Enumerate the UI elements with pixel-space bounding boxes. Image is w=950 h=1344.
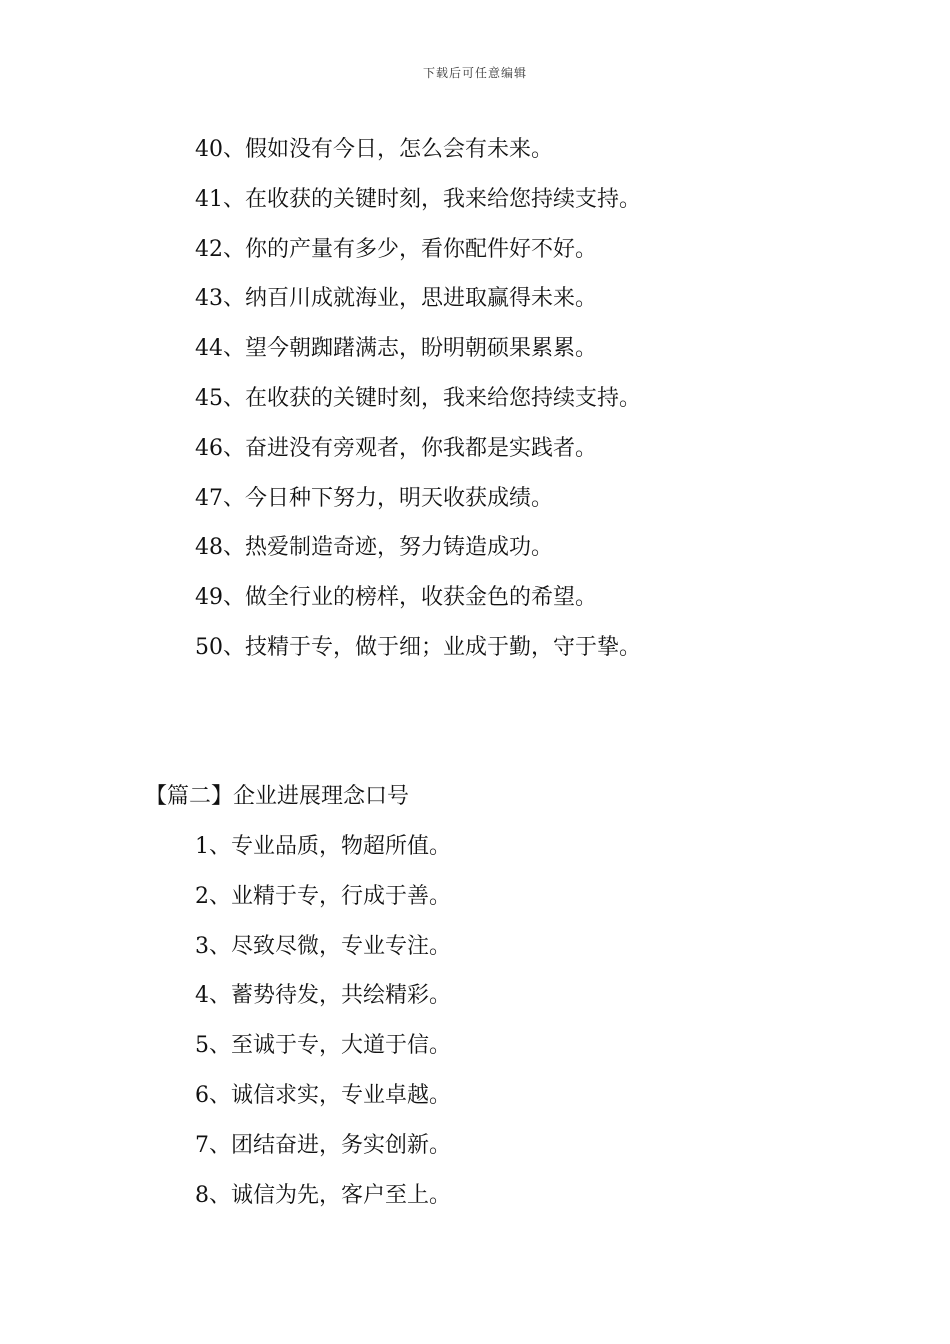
list-item: 4、蓄势待发，共绘精彩。 [195, 983, 451, 1009]
list-item: 2、业精于专，行成于善。 [195, 883, 451, 909]
list-item: 43、纳百川成就海业，思进取赢得未来。 [195, 286, 597, 312]
list-item: 6、诚信求实，专业卓越。 [195, 1082, 451, 1108]
list-item: 1、专业品质，物超所值。 [195, 834, 451, 859]
list-item: 46、奋进没有旁观者，你我都是实践者。 [195, 435, 597, 461]
list-item: 42、你的产量有多少，看你配件好不好。 [195, 236, 597, 262]
list-item: 45、在收获的关键时刻，我来给您持续支持。 [195, 385, 641, 411]
list-item: 3、尽致尽微，专业专注。 [195, 933, 451, 959]
slogan-list-part1 [195, 130, 641, 678]
list-item: 40、假如没有今日，怎么会有未来。 [195, 137, 553, 162]
section-title: 【篇二】企业进展理念口号 [145, 784, 410, 809]
list-item: 41、在收获的关键时刻，我来给您持续支持。 [195, 186, 641, 212]
page-header: 下载后可任意编辑 [422, 66, 527, 80]
list-item: 7、团结奋进，务实创新。 [195, 1132, 451, 1158]
slogan-list-part2 [195, 827, 451, 1225]
list-item: 49、做全行业的榜样，收获金色的希望。 [195, 585, 597, 611]
list-item: 50、技精于专，做于细；业成于勤，守于挚。 [195, 634, 641, 660]
list-item: 44、望今朝踟躇满志，盼明朝硕果累累。 [195, 336, 597, 362]
list-item: 5、至诚于专，大道于信。 [195, 1033, 451, 1059]
list-item: 8、诚信为先，客户至上。 [195, 1182, 451, 1208]
list-item: 47、今日种下努力，明天收获成绩。 [195, 485, 553, 511]
list-item: 48、热爱制造奇迹，努力铸造成功。 [195, 535, 553, 561]
